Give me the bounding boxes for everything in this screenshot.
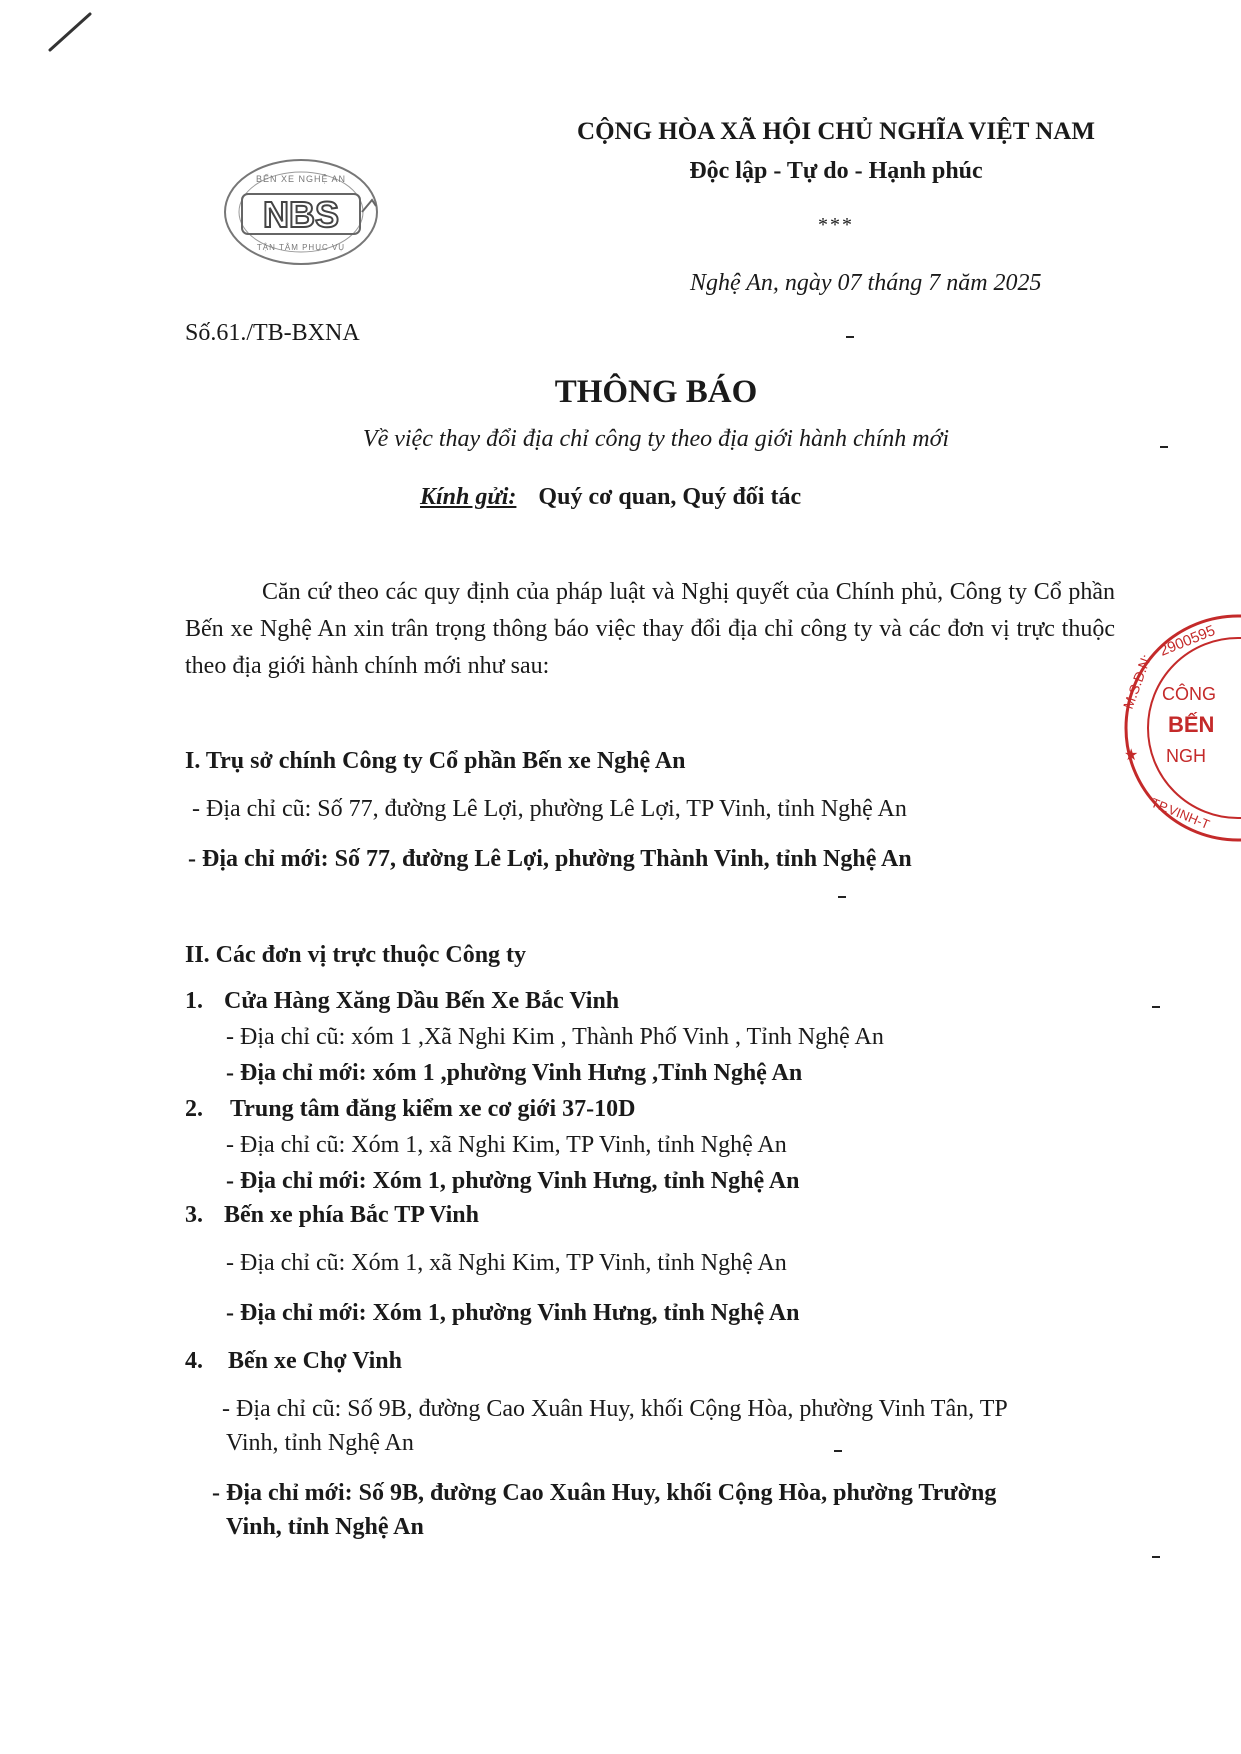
seal-line1: CÔNG	[1162, 684, 1216, 704]
logo-arc-top: BẾN XE NGHỆ AN	[255, 174, 347, 184]
recipient-line	[420, 484, 801, 511]
seal-number: 2900595	[1157, 622, 1218, 660]
scan-mark	[846, 336, 854, 338]
unit1-number: 1.	[185, 988, 203, 1014]
seal-bottom: TP.VINH-T	[1148, 794, 1212, 832]
document-title: THÔNG BÁO	[554, 374, 758, 410]
unit1-name: Cửa Hàng Xăng Dầu Bến Xe Bắc Vinh	[224, 988, 620, 1014]
unit4-new-address-line2: Vinh, tỉnh Nghệ An	[226, 1514, 424, 1540]
unit4-new-address-line1: - Địa chỉ mới: Số 9B, đường Cao Xuân Huy, khối Cộng Hòa, phường Trường	[212, 1480, 997, 1506]
seal-msdn: M.S.D.N:	[1119, 652, 1155, 712]
document-subtitle: Về việc thay đổi địa chỉ công ty theo địa giới hành chính mới	[362, 426, 950, 452]
section1-new-address: - Địa chỉ mới: Số 77, đường Lê Lợi, phường Thành Vinh, tỉnh Nghệ An	[188, 846, 912, 872]
unit4-old-address-line1: - Địa chỉ cũ: Số 9B, đường Cao Xuân Huy, khối Cộng Hòa, phường Vinh Tân, TP	[222, 1396, 1008, 1422]
unit2-new-address: - Địa chỉ mới: Xóm 1, phường Vinh Hưng, tỉnh Nghệ An	[226, 1168, 800, 1194]
section2-heading: II. Các đơn vị trực thuộc Công ty	[185, 942, 527, 968]
scan-mark	[1152, 1006, 1160, 1008]
unit1-old-address: - Địa chỉ cũ: xóm 1 ,Xã Nghi Kim , Thành Phố Vinh , Tỉnh Nghệ An	[226, 1024, 884, 1050]
recipient-value: Quý cơ quan, Quý đối tác	[538, 484, 802, 510]
seal-star-icon: ★	[1124, 745, 1139, 764]
unit2-old-address: - Địa chỉ cũ: Xóm 1, xã Nghi Kim, TP Vinh, tỉnh Nghệ An	[226, 1132, 787, 1158]
nation-title: CỘNG HÒA XÃ HỘI CHỦ NGHĨA VIỆT NAM	[577, 118, 1095, 145]
intro-paragraph: Căn cứ theo các quy định của pháp luật và Nghị quyết của Chính phủ, Công ty Cổ phần Bến xe Nghệ An xin trân trọng thông báo việc thay đổi địa chỉ công ty và các đơn vị trực thuộc theo địa giới hành chính mới như sau:	[185, 579, 1115, 679]
unit3-number: 3.	[185, 1202, 203, 1228]
logo-arc-bottom: TẬN TÂM PHỤC VỤ	[256, 243, 346, 252]
unit1-new-address: - Địa chỉ mới: xóm 1 ,phường Vinh Hưng ,Tỉnh Nghệ An	[226, 1060, 803, 1086]
scan-mark	[834, 1450, 842, 1452]
section1-old-address: - Địa chỉ cũ: Số 77, đường Lê Lợi, phường Lê Lợi, TP Vinh, tỉnh Nghệ An	[192, 796, 907, 822]
section1-heading: I. Trụ sở chính Công ty Cổ phần Bến xe Nghệ An	[185, 748, 686, 774]
unit3-old-address: - Địa chỉ cũ: Xóm 1, xã Nghi Kim, TP Vinh, tỉnh Nghệ An	[226, 1250, 787, 1276]
unit2-number: 2.	[185, 1096, 203, 1122]
stars-separator: ***	[818, 214, 854, 236]
scan-mark	[1160, 446, 1168, 448]
logo-text: NBS	[262, 194, 340, 235]
company-seal	[1110, 610, 1241, 850]
scan-mark	[838, 896, 846, 898]
document-number: Số.61./TB-BXNA	[185, 320, 360, 346]
unit3-new-address: - Địa chỉ mới: Xóm 1, phường Vinh Hưng, tỉnh Nghệ An	[226, 1300, 800, 1326]
company-logo	[222, 156, 380, 268]
unit3-name: Bến xe phía Bắc TP Vinh	[224, 1202, 479, 1228]
motto: Độc lập - Tự do - Hạnh phúc	[689, 158, 983, 184]
unit4-name: Bến xe Chợ Vinh	[228, 1348, 402, 1374]
unit2-name: Trung tâm đăng kiểm xe cơ giới 37-10D	[230, 1096, 636, 1122]
unit4-old-address-line2: Vinh, tỉnh Nghệ An	[226, 1430, 414, 1456]
recipient-label: Kính gửi:	[420, 484, 517, 510]
seal-line2: BẾN	[1168, 712, 1215, 737]
scan-mark	[1152, 1556, 1160, 1558]
place-date: Nghệ An, ngày 07 tháng 7 năm 2025	[690, 270, 1042, 296]
seal-line3: NGH	[1166, 746, 1206, 766]
pen-mark	[40, 8, 100, 56]
unit4-number: 4.	[185, 1348, 203, 1374]
